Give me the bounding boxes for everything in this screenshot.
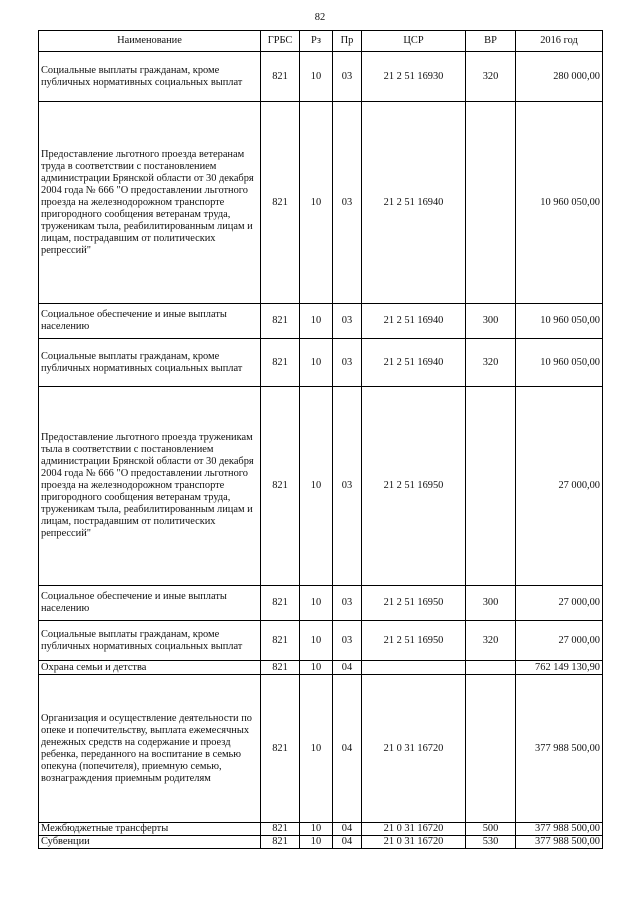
row-name: Предоставление льготного проезда труженикам тыла в соответствии с постановлением администрации Брянской области от 30 декабря 2004 года № 666 "О предоставлении льготного проезда на железнодорожном транспорте пригородного сообщения ветеранам труда, труженикам тыла, реабилитированным лицам и лицам, пострадавшим от политических репрессий" [39,387,261,586]
header-pr: Пр [333,31,362,52]
header-rz: Рз [300,31,333,52]
row-rz: 10 [300,304,333,339]
row-pr: 03 [333,102,362,304]
row-name: Социальные выплаты гражданам, кроме публичных нормативных социальных выплат [39,52,261,102]
row-amount: 27 000,00 [516,621,603,661]
row-pr: 04 [333,823,362,836]
row-vr: 530 [466,836,516,849]
header-year: 2016 год [516,31,603,52]
table-row [39,586,603,621]
row-name: Предоставление льготного проезда ветеранам труда в соответствии с постановлением администрации Брянской области от 30 декабря 2004 года № 666 "О предоставлении льготного проезда на железнодорожном транспорте пригородного сообщения ветеранам труда, труженикам тыла, реабилитированным лицам и лицам, пострадавшим от политических репрессий" [39,102,261,304]
row-rz: 10 [300,661,333,675]
row-name: Социальные выплаты гражданам, кроме публичных нормативных социальных выплат [39,339,261,387]
row-csr: 21 0 31 16720 [362,823,466,836]
row-amount: 377 988 500,00 [516,823,603,836]
row-csr: 21 2 51 16950 [362,586,466,621]
row-grbs: 821 [261,823,300,836]
row-amount: 377 988 500,00 [516,836,603,849]
budget-table [38,30,603,849]
row-grbs: 821 [261,675,300,823]
row-grbs: 821 [261,586,300,621]
row-name: Организация и осуществление деятельности по опеке и попечительству, выплата ежемесячных денежных средств на содержание и проезд ребенка, переданного на воспитание в семью опекуна (попечителя), приемную семью, вознаграждения приемным родителям [39,675,261,823]
table-row [39,823,603,836]
row-rz: 10 [300,586,333,621]
row-vr: 500 [466,823,516,836]
table-row [39,339,603,387]
row-amount: 377 988 500,00 [516,675,603,823]
header-grbs: ГРБС [261,31,300,52]
row-pr: 03 [333,586,362,621]
table-header-row [39,31,603,52]
row-grbs: 821 [261,621,300,661]
row-csr: 21 0 31 16720 [362,836,466,849]
row-amount: 762 149 130,90 [516,661,603,675]
row-rz: 10 [300,621,333,661]
row-pr: 03 [333,621,362,661]
table-row [39,304,603,339]
row-rz: 10 [300,339,333,387]
row-rz: 10 [300,823,333,836]
row-rz: 10 [300,675,333,823]
row-csr [362,661,466,675]
row-vr [466,661,516,675]
row-grbs: 821 [261,339,300,387]
row-pr: 03 [333,52,362,102]
row-name: Субвенции [39,836,261,849]
table-row [39,102,603,304]
row-grbs: 821 [261,387,300,586]
header-csr: ЦСР [362,31,466,52]
table-row [39,661,603,675]
row-pr: 04 [333,661,362,675]
row-amount: 10 960 050,00 [516,102,603,304]
table-row [39,675,603,823]
row-vr: 320 [466,621,516,661]
header-name: Наименование [39,31,261,52]
row-grbs: 821 [261,661,300,675]
page-number: 82 [314,12,326,23]
row-csr: 21 2 51 16940 [362,304,466,339]
row-grbs: 821 [261,52,300,102]
row-grbs: 821 [261,836,300,849]
header-vr: ВР [466,31,516,52]
row-csr: 21 2 51 16930 [362,52,466,102]
row-amount: 27 000,00 [516,387,603,586]
row-name: Межбюджетные трансферты [39,823,261,836]
table-row [39,52,603,102]
row-grbs: 821 [261,304,300,339]
row-amount: 10 960 050,00 [516,339,603,387]
row-rz: 10 [300,102,333,304]
row-csr: 21 2 51 16940 [362,339,466,387]
row-pr: 03 [333,304,362,339]
row-grbs: 821 [261,102,300,304]
row-csr: 21 2 51 16950 [362,621,466,661]
row-vr: 320 [466,339,516,387]
row-csr: 21 2 51 16950 [362,387,466,586]
row-csr: 21 0 31 16720 [362,675,466,823]
row-pr: 03 [333,339,362,387]
row-pr: 04 [333,836,362,849]
row-vr [466,102,516,304]
row-name: Социальное обеспечение и иные выплаты населению [39,586,261,621]
row-pr: 03 [333,387,362,586]
row-amount: 10 960 050,00 [516,304,603,339]
row-vr: 320 [466,52,516,102]
row-rz: 10 [300,836,333,849]
table-row [39,836,603,849]
row-vr [466,387,516,586]
row-vr: 300 [466,586,516,621]
row-name: Социальные выплаты гражданам, кроме публичных нормативных социальных выплат [39,621,261,661]
row-csr: 21 2 51 16940 [362,102,466,304]
row-pr: 04 [333,675,362,823]
table-row [39,387,603,586]
row-rz: 10 [300,387,333,586]
row-amount: 280 000,00 [516,52,603,102]
table-row [39,621,603,661]
row-name: Охрана семьи и детства [39,661,261,675]
row-vr [466,675,516,823]
row-amount: 27 000,00 [516,586,603,621]
row-vr: 300 [466,304,516,339]
row-name: Социальное обеспечение и иные выплаты населению [39,304,261,339]
row-rz: 10 [300,52,333,102]
